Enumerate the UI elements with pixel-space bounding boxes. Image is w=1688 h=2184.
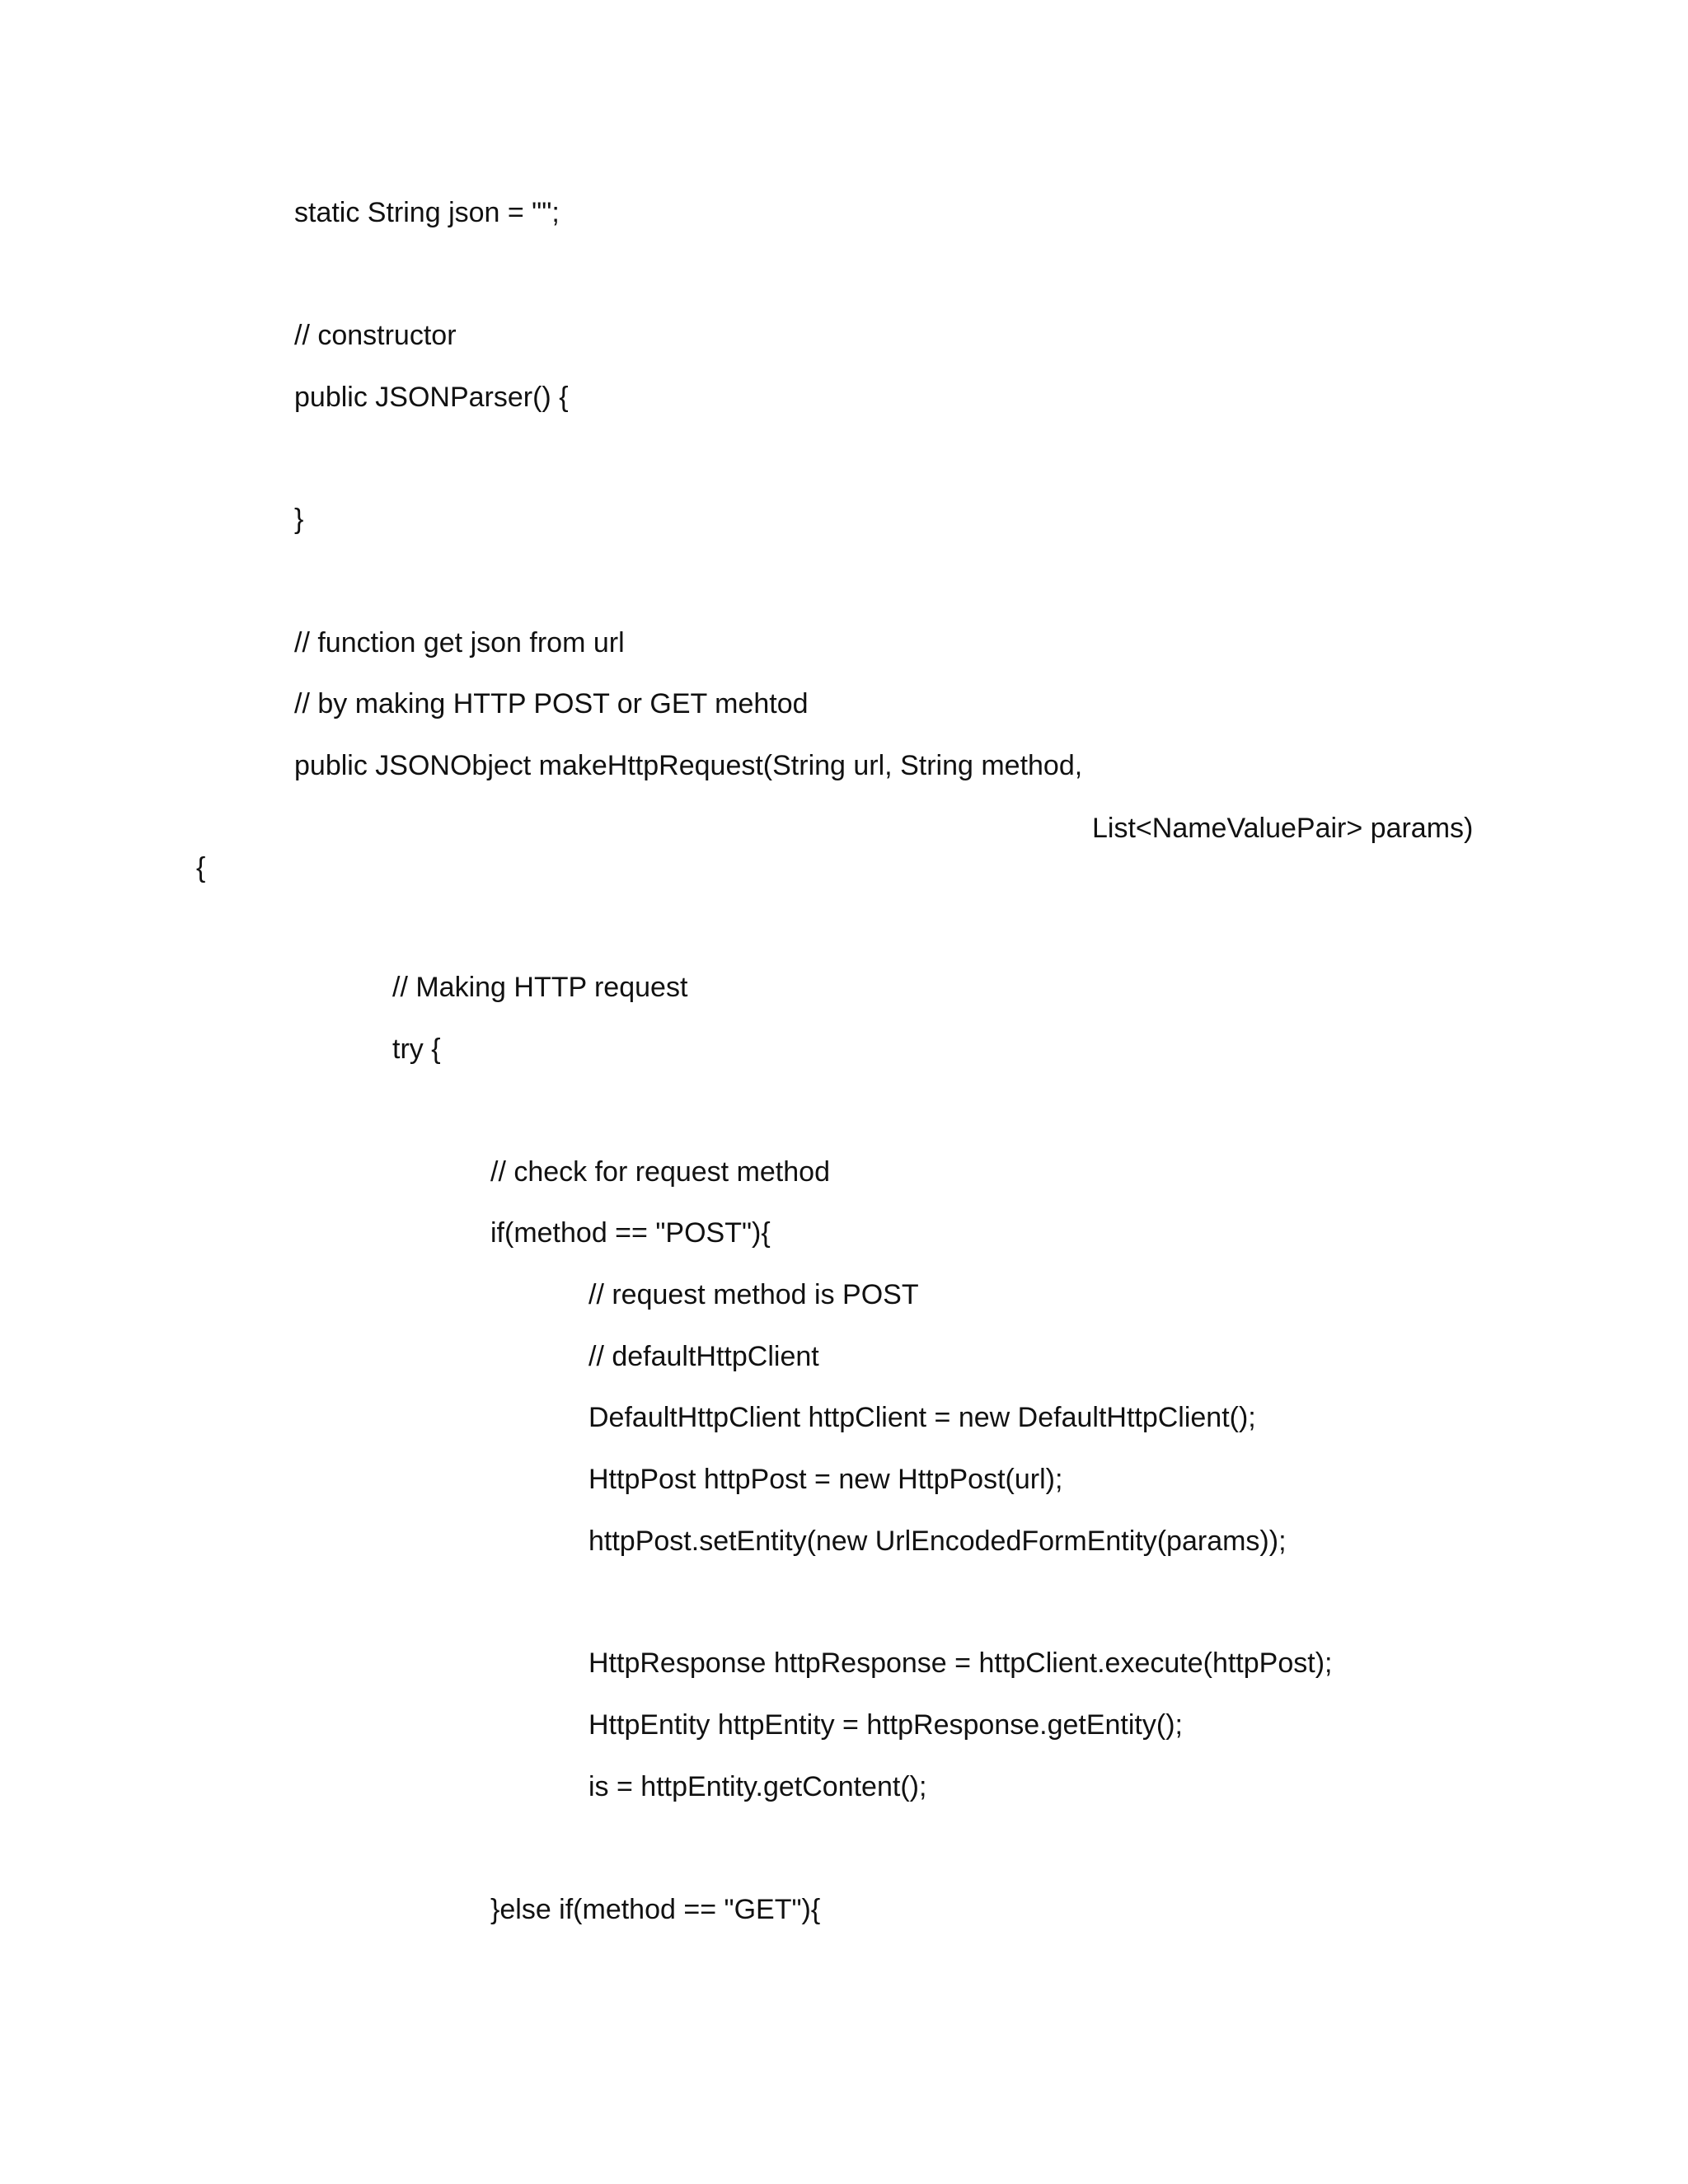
code-line: static String json = ""; — [294, 197, 560, 228]
code-line: // constructor — [294, 320, 457, 351]
code-line: List<NameValuePair> params) — [1092, 813, 1474, 844]
code-line: // function get json from url — [294, 627, 625, 658]
code-line: // check for request method — [490, 1156, 830, 1188]
code-line: { — [196, 852, 206, 883]
code-line: public JSONParser() { — [294, 382, 569, 413]
code-line: try { — [392, 1033, 441, 1065]
code-line: }else if(method == "GET"){ — [490, 1894, 821, 1925]
code-line: // Making HTTP request — [392, 972, 688, 1003]
code-line: is = httpEntity.getContent(); — [588, 1771, 927, 1802]
code-line: if(method == "POST"){ — [490, 1217, 771, 1249]
code-line: HttpPost httpPost = new HttpPost(url); — [588, 1464, 1063, 1495]
code-line: // defaultHttpClient — [588, 1341, 819, 1372]
code-line: public JSONObject makeHttpRequest(String url, String method, — [294, 750, 1083, 781]
code-line: // by making HTTP POST or GET mehtod — [294, 688, 809, 719]
code-line: // request method is POST — [588, 1279, 919, 1310]
code-line: HttpEntity httpEntity = httpResponse.getEntity(); — [588, 1709, 1183, 1741]
code-line: HttpResponse httpResponse = httpClient.execute(httpPost); — [588, 1647, 1333, 1679]
code-line: } — [294, 504, 304, 535]
code-line: httpPost.setEntity(new UrlEncodedFormEntity(params)); — [588, 1526, 1287, 1557]
code-line: DefaultHttpClient httpClient = new DefaultHttpClient(); — [588, 1402, 1256, 1433]
